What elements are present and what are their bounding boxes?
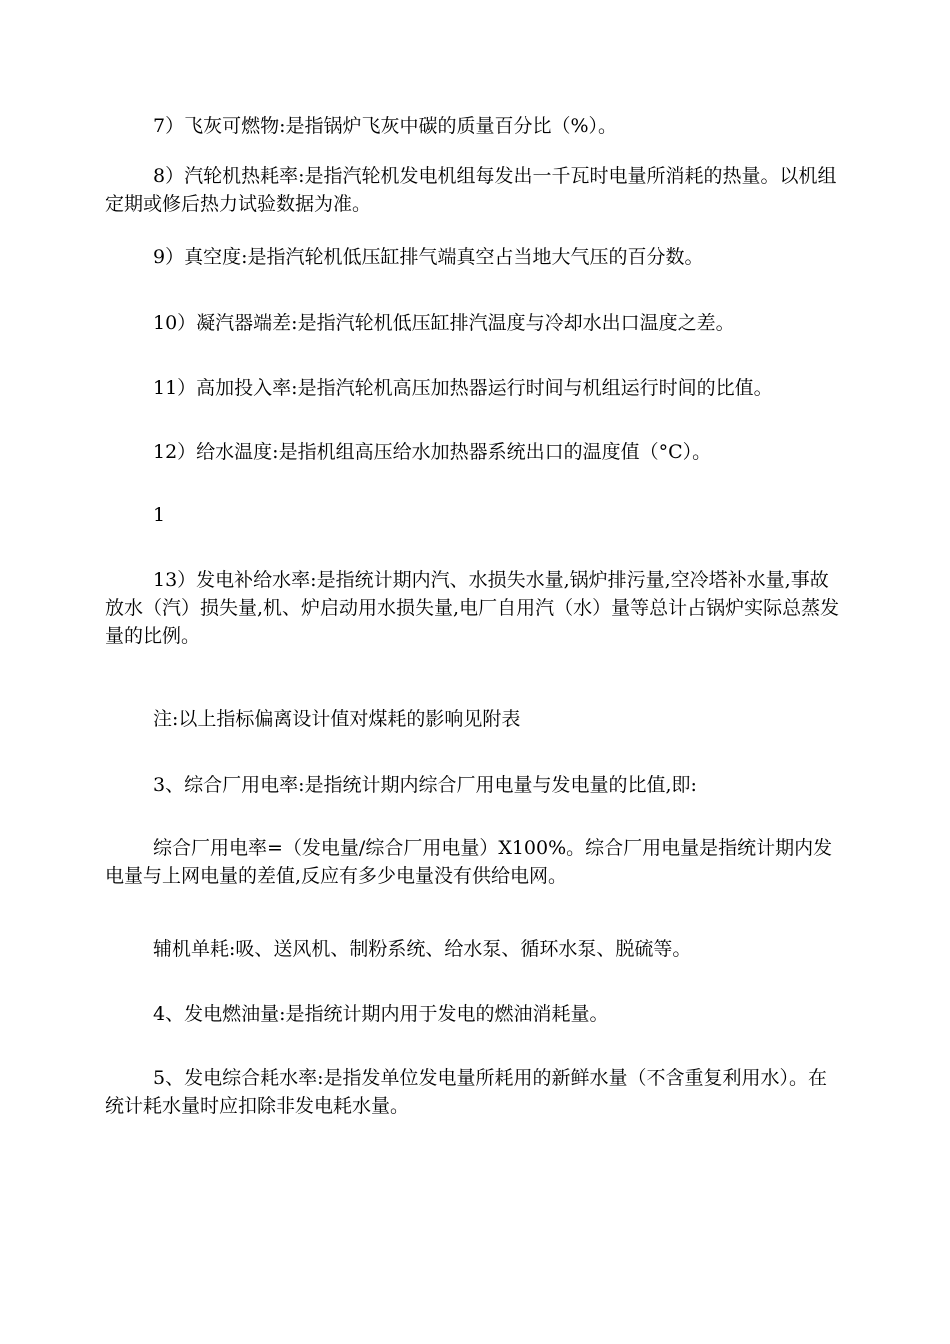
paragraph-water-consumption: 5、发电综合耗水率:是指发单位发电量所耗用的新鲜水量（不含重复利用水）。在统计耗水量时应扣除非发电耗水量。 [105, 1067, 827, 1117]
paragraph-aux-power-formula: 综合厂用电率=（发电量/综合厂用电量）X100%。综合厂用电量是指统计期内发电量与上网电量的差值,反应有多少电量没有供给电网。 [105, 837, 833, 887]
paragraph-note: 注:以上指标偏离设计值对煤耗的影响见附表 [153, 708, 521, 730]
paragraph-fly-ash: 7）飞灰可燃物:是指锅炉飞灰中碳的质量百分比（%）。 [153, 115, 618, 137]
paragraph-aux-consumption: 辅机单耗:吸、送风机、制粉系统、给水泵、循环水泵、脱硫等。 [153, 938, 692, 960]
paragraph-makeup-water: 13）发电补给水率:是指统计期内汽、水损失水量,锅炉排污量,空冷塔补水量,事故放水（汽）损失量,机、炉启动用水损失量,电厂自用汽（水）量等总计占锅炉实际总蒸发量的比例。 [105, 569, 840, 647]
paragraph-aux-power: 3、综合厂用电率:是指统计期内综合厂用电量与发电量的比值,即: [153, 774, 697, 796]
paragraph-heat-rate: 8）汽轮机热耗率:是指汽轮机发电机组每发出一千瓦时电量所消耗的热量。以机组定期或修后热力试验数据为准。 [105, 165, 837, 215]
paragraph-vacuum: 9）真空度:是指汽轮机低压缸排气端真空占当地大气压的百分数。 [153, 246, 704, 268]
page-number: 1 [153, 504, 166, 526]
paragraph-condenser: 10）凝汽器端差:是指汽轮机低压缸排汽温度与冷却水出口温度之差。 [153, 312, 735, 334]
paragraph-fuel-oil: 4、发电燃油量:是指统计期内用于发电的燃油消耗量。 [153, 1003, 609, 1025]
paragraph-hp-heater: 11）高加投入率:是指汽轮机高压加热器运行时间与机组运行时间的比值。 [153, 377, 773, 399]
paragraph-feedwater-temp: 12）给水温度:是指机组高压给水加热器系统出口的温度值（°C）。 [153, 441, 712, 463]
